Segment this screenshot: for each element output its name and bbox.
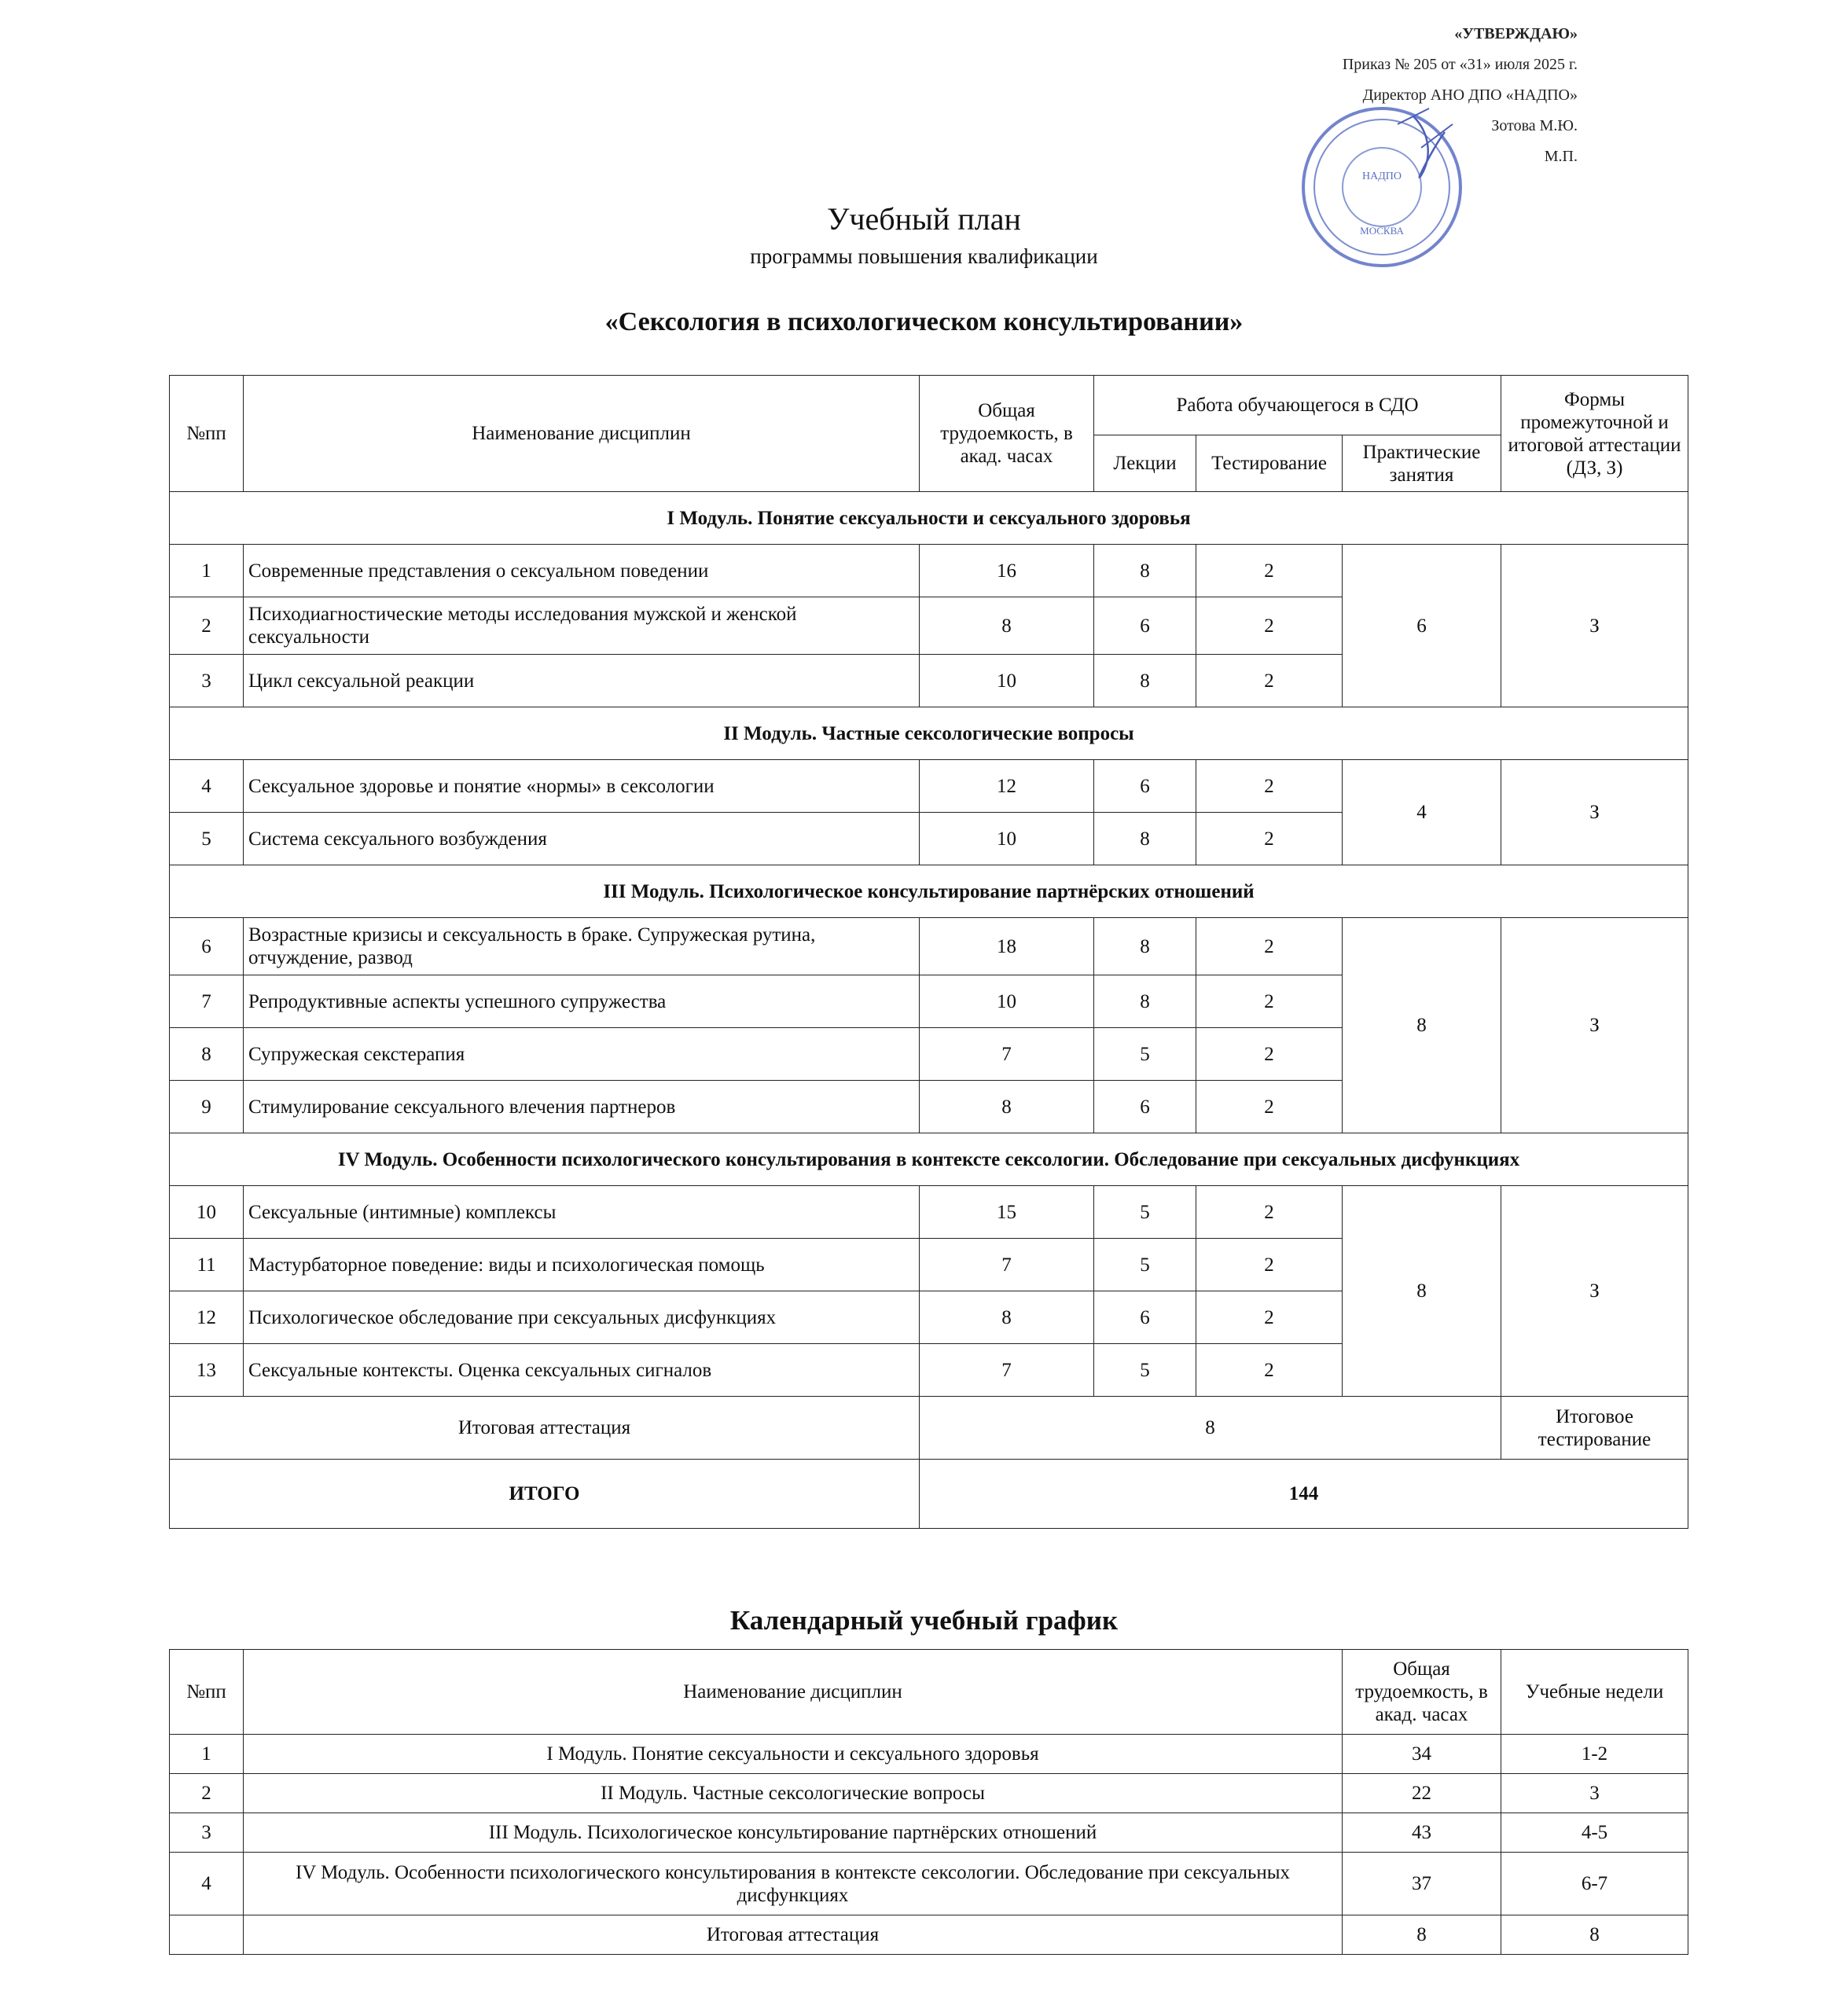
row-testing: 2 bbox=[1196, 1186, 1343, 1239]
final-label: Итоговая аттестация bbox=[170, 1397, 920, 1460]
row-name: Сексуальные (интимные) комплексы bbox=[244, 1186, 920, 1239]
module-form: З bbox=[1501, 918, 1688, 1133]
row-weeks: 1-2 bbox=[1501, 1735, 1688, 1774]
total-row bbox=[170, 1460, 1688, 1529]
row-total: 37 bbox=[1343, 1853, 1501, 1915]
row-num: 4 bbox=[170, 760, 244, 813]
row-weeks: 3 bbox=[1501, 1774, 1688, 1813]
svg-text:МОСКВА: МОСКВА bbox=[1360, 225, 1404, 237]
row-lectures: 6 bbox=[1094, 1081, 1196, 1133]
row-name: Мастурбаторное поведение: виды и психологическая помощь bbox=[244, 1239, 920, 1291]
table-row bbox=[170, 545, 1688, 597]
module-form: З bbox=[1501, 545, 1688, 707]
row-lectures: 5 bbox=[1094, 1186, 1196, 1239]
row-name: Супружеская секстерапия bbox=[244, 1028, 920, 1081]
row-num: 8 bbox=[170, 1028, 244, 1081]
row-weeks: 8 bbox=[1501, 1915, 1688, 1955]
row-name: Итоговая аттестация bbox=[244, 1915, 1343, 1955]
approval-name: Зотова М.Ю. bbox=[1491, 117, 1578, 134]
row-total: 7 bbox=[920, 1239, 1094, 1291]
program-title: «Сексология в психологическом консультировании» bbox=[604, 307, 1244, 336]
table-row bbox=[170, 1186, 1688, 1239]
row-weeks: 4-5 bbox=[1501, 1813, 1688, 1853]
row-testing: 2 bbox=[1196, 1344, 1343, 1397]
row-total: 7 bbox=[920, 1344, 1094, 1397]
module-practice: 8 bbox=[1343, 1186, 1501, 1397]
row-num: 3 bbox=[170, 1813, 244, 1853]
approval-seal-place: М.П. bbox=[1544, 148, 1578, 165]
row-testing: 2 bbox=[1196, 1028, 1343, 1081]
row-lectures: 8 bbox=[1094, 918, 1196, 975]
row-name: Цикл сексуальной реакции bbox=[244, 655, 920, 707]
header-name: Наименование дисциплин bbox=[244, 376, 920, 492]
cal-header-name: Наименование дисциплин bbox=[244, 1650, 1343, 1735]
row-num: 3 bbox=[170, 655, 244, 707]
row-num: 4 bbox=[170, 1853, 244, 1915]
row-name: Репродуктивные аспекты успешного супружества bbox=[244, 975, 920, 1028]
row-lectures: 6 bbox=[1094, 597, 1196, 655]
row-total: 16 bbox=[920, 545, 1094, 597]
row-lectures: 8 bbox=[1094, 655, 1196, 707]
final-attestation-row bbox=[170, 1397, 1688, 1460]
row-lectures: 8 bbox=[1094, 545, 1196, 597]
row-lectures: 8 bbox=[1094, 813, 1196, 865]
row-num: 10 bbox=[170, 1186, 244, 1239]
row-testing: 2 bbox=[1196, 597, 1343, 655]
final-hours: 8 bbox=[920, 1397, 1501, 1460]
approval-heading: «УТВЕРЖДАЮ» bbox=[1454, 25, 1578, 42]
module-title: II Модуль. Частные сексологические вопросы bbox=[170, 707, 1688, 760]
row-num: 1 bbox=[170, 545, 244, 597]
svg-text:НАДПО: НАДПО bbox=[1362, 171, 1402, 182]
row-name: Психологическое обследование при сексуальных дисфункциях bbox=[244, 1291, 920, 1344]
row-name: I Модуль. Понятие сексуальности и сексуального здоровья bbox=[244, 1735, 1343, 1774]
row-num: 1 bbox=[170, 1735, 244, 1774]
row-total: 8 bbox=[920, 1081, 1094, 1133]
header-practice: Практические занятия bbox=[1343, 435, 1501, 492]
row-lectures: 6 bbox=[1094, 760, 1196, 813]
row-testing: 2 bbox=[1196, 760, 1343, 813]
document-title: Учебный план bbox=[827, 201, 1021, 237]
row-num: 2 bbox=[170, 1774, 244, 1813]
row-total: 22 bbox=[1343, 1774, 1501, 1813]
row-testing: 2 bbox=[1196, 813, 1343, 865]
row-name: IV Модуль. Особенности психологического консультирования в контексте сексологии. Обследование при сексуальных дисфункциях bbox=[244, 1853, 1343, 1915]
table-row bbox=[170, 1853, 1688, 1915]
row-total: 10 bbox=[920, 655, 1094, 707]
row-testing: 2 bbox=[1196, 1081, 1343, 1133]
row-lectures: 5 bbox=[1094, 1028, 1196, 1081]
row-name: Сексуальные контексты. Оценка сексуальных сигналов bbox=[244, 1344, 920, 1397]
approval-position: Директор АНО ДПО «НАДПО» bbox=[1362, 86, 1578, 104]
row-total: 8 bbox=[1343, 1915, 1501, 1955]
approval-order: Приказ № 205 от «31» июля 2025 г. bbox=[1342, 56, 1578, 73]
table-row bbox=[170, 1915, 1688, 1955]
row-testing: 2 bbox=[1196, 918, 1343, 975]
row-total: 8 bbox=[920, 1291, 1094, 1344]
row-lectures: 5 bbox=[1094, 1239, 1196, 1291]
row-testing: 2 bbox=[1196, 1291, 1343, 1344]
table-row bbox=[170, 1813, 1688, 1853]
document-subtitle: программы повышения квалификации bbox=[750, 244, 1098, 268]
row-name: Возрастные кризисы и сексуальность в браке. Супружеская рутина, отчуждение, развод bbox=[244, 918, 920, 975]
row-total: 8 bbox=[920, 597, 1094, 655]
row-name: II Модуль. Частные сексологические вопросы bbox=[244, 1774, 1343, 1813]
row-name: Система сексуального возбуждения bbox=[244, 813, 920, 865]
row-weeks: 6-7 bbox=[1501, 1853, 1688, 1915]
row-testing: 2 bbox=[1196, 655, 1343, 707]
row-testing: 2 bbox=[1196, 545, 1343, 597]
row-total: 12 bbox=[920, 760, 1094, 813]
row-name: Сексуальное здоровье и понятие «нормы» в сексологии bbox=[244, 760, 920, 813]
cal-header-total: Общая трудоемкость, в акад. часах bbox=[1343, 1650, 1501, 1735]
row-num: 7 bbox=[170, 975, 244, 1028]
row-total: 10 bbox=[920, 975, 1094, 1028]
total-label: ИТОГО bbox=[170, 1460, 920, 1529]
row-num: 2 bbox=[170, 597, 244, 655]
module-practice: 4 bbox=[1343, 760, 1501, 865]
cal-header-weeks: Учебные недели bbox=[1501, 1650, 1688, 1735]
header-total: Общая трудоемкость, в акад. часах bbox=[920, 376, 1094, 492]
row-testing: 2 bbox=[1196, 975, 1343, 1028]
row-testing: 2 bbox=[1196, 1239, 1343, 1291]
header-num: №пп bbox=[170, 376, 244, 492]
row-num: 12 bbox=[170, 1291, 244, 1344]
calendar-title: Календарный учебный график bbox=[729, 1605, 1119, 1636]
header-forms: Формы промежуточной и итоговой аттестации (ДЗ, З) bbox=[1501, 376, 1688, 492]
title-block bbox=[0, 198, 1848, 340]
table-row bbox=[170, 1735, 1688, 1774]
row-name: Современные представления о сексуальном поведении bbox=[244, 545, 920, 597]
row-lectures: 5 bbox=[1094, 1344, 1196, 1397]
curriculum-table bbox=[169, 375, 1688, 1529]
table-row bbox=[170, 1774, 1688, 1813]
table-row bbox=[170, 918, 1688, 975]
module-form: З bbox=[1501, 1186, 1688, 1397]
row-num: 13 bbox=[170, 1344, 244, 1397]
row-lectures: 8 bbox=[1094, 975, 1196, 1028]
header-lectures: Лекции bbox=[1094, 435, 1196, 492]
row-total: 7 bbox=[920, 1028, 1094, 1081]
header-testing: Тестирование bbox=[1196, 435, 1343, 492]
total-hours: 144 bbox=[920, 1460, 1688, 1529]
table-row bbox=[170, 760, 1688, 813]
module-title: IV Модуль. Особенности психологического консультирования в контексте сексологии. Обследование при сексуальных дисфункциях bbox=[170, 1133, 1688, 1186]
module-title: I Модуль. Понятие сексуальности и сексуального здоровья bbox=[170, 492, 1688, 545]
row-name: III Модуль. Психологическое консультирование партнёрских отношений bbox=[244, 1813, 1343, 1853]
row-name: Стимулирование сексуального влечения партнеров bbox=[244, 1081, 920, 1133]
module-practice: 6 bbox=[1343, 545, 1501, 707]
row-name: Психодиагностические методы исследования мужской и женской сексуальности bbox=[244, 597, 920, 655]
row-total: 10 bbox=[920, 813, 1094, 865]
row-num: 11 bbox=[170, 1239, 244, 1291]
row-num: 9 bbox=[170, 1081, 244, 1133]
calendar-table bbox=[169, 1649, 1688, 1955]
row-num: 5 bbox=[170, 813, 244, 865]
row-num: 6 bbox=[170, 918, 244, 975]
row-total: 18 bbox=[920, 918, 1094, 975]
module-practice: 8 bbox=[1343, 918, 1501, 1133]
row-num bbox=[170, 1915, 244, 1955]
module-form: З bbox=[1501, 760, 1688, 865]
row-total: 34 bbox=[1343, 1735, 1501, 1774]
module-title: III Модуль. Психологическое консультирование партнёрских отношений bbox=[170, 865, 1688, 918]
cal-header-num: №пп bbox=[170, 1650, 244, 1735]
row-lectures: 6 bbox=[1094, 1291, 1196, 1344]
row-total: 43 bbox=[1343, 1813, 1501, 1853]
final-form: Итоговое тестирование bbox=[1501, 1397, 1688, 1460]
row-total: 15 bbox=[920, 1186, 1094, 1239]
header-work: Работа обучающегося в СДО bbox=[1094, 376, 1501, 435]
